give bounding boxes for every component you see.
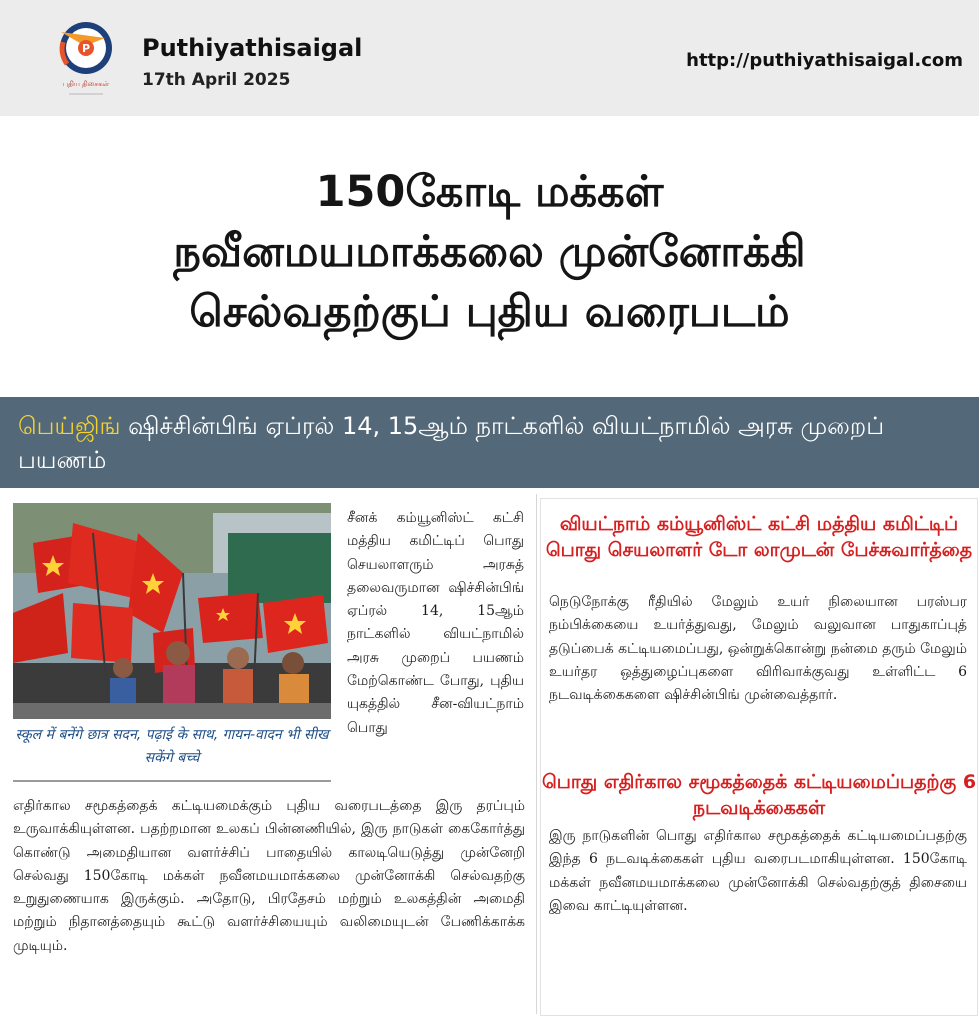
article-body: எதிர்கால சமூகத்தைக் கட்டியமைக்கும் புதிய வரைபடத்தை இரு தரப்பும் உருவாக்கியுள்ளன. பதற்றமான உலகப் பின்னணியில், இரு நாடுகள் கைகோர்த்து கொண்டு அமைதியான வளர்ச்சிப் பாதையில் காலடியெடுத்து முன்னேறி செல்வது 150கோடி மக்கள் நவீனமயமாக்கலை முன்னோக்கி செல்வதற்கு உறுதுணையாக இருக்கும். அதோடு, பிரதேசம் மற்றும் உலகத்தின் அமைதி மற்றும் நிதானத்தையும் கூட்டு வளர்ச்சியையும் வலிமையுடன் பேணிக்காக்க முடியும். xyxy=(13,798,525,954)
svg-text:புதிய திசைகள்: புதிய திசைகள் xyxy=(62,80,110,88)
headline xyxy=(0,162,979,342)
page-header xyxy=(0,0,979,116)
sidebar-text-2: இரு நாடுகளின் பொது எதிர்கால சமூகத்தைக் கட்டியமைப்பதற்கு இந்த 6 நடவடிக்கைகள் புதிய வரைபடமாகியுள்ளன. 150கோடி மக்கள் நவீனமயமாக்கலை முன்னோக்கி செல்வதற்குத் திசையை இவை காட்டியுள்ளன. xyxy=(549,828,967,914)
headline-line-3: செல்வதற்குப் புதிய வரைபடம் xyxy=(189,287,790,337)
sidebar-text-1: நெடுநோக்கு ரீதியில் மேலும் உயர் நிலையான பரஸ்பர நம்பிக்கையை உயர்த்துவது, மேலும் வலுவான பாதுகாப்புத் தடுப்பைக் கட்டியமைப்பது, ஒன்றுக்கொன்று நன்மை தரும் மேலும் உயர்தர ஒத்துழைப்புகளை விரிவாக்குவது உள்ளிட்ட 6 நடவடிக்கைகளை ஷிச்சின்பிங் முன்வைத்தார். xyxy=(549,594,967,704)
caption-divider xyxy=(13,780,331,782)
headline-line-2: நவீனமயமாக்கலை முன்னோக்கி xyxy=(173,227,806,277)
news-photo xyxy=(13,503,331,719)
svg-text:P: P xyxy=(81,42,91,55)
subtitle-bar xyxy=(0,397,979,488)
headline-line-1: 150கோடி மக்கள் xyxy=(315,167,664,217)
sidebar-box xyxy=(540,498,978,1016)
puthiyathisaigal-logo-icon xyxy=(55,20,117,100)
publish-date: 17th April 2025 xyxy=(142,70,291,90)
subtitle-highlight: பெய்ஜிங் xyxy=(18,412,121,440)
article-intro: சீனக் கம்யூனிஸ்ட் கட்சி மத்திய கமிட்டிப் பொது செயலாளரும் அரசுத் தலைவருமான ஷிச்சின்பிங் ஏப்ரல் 14, 15ஆம் நாட்களில் வியட்நாமில் அரசு முறைப் பயணம் மேற்கொண்ட போது, புதிய யுகத்தில் சீன-வியட்நாம் பொது xyxy=(347,510,524,736)
sidebar-heading-1: வியட்நாம் கம்யூனிஸ்ட் கட்சி மத்திய கமிட்டிப் பொது செயலாளர் டோ லாமுடன் பேச்சுவார்த்தை xyxy=(545,513,973,561)
brand-name: Puthiyathisaigal xyxy=(142,34,363,62)
column-divider xyxy=(536,494,537,1014)
subtitle-text: ஷிச்சின்பிங் ஏப்ரல் 14, 15ஆம் நாட்களில் வியட்நாமில் அரசு முறைப் பயணம் xyxy=(18,412,885,474)
sidebar-heading-2: பொது எதிர்கால சமூகத்தைக் கட்டியமைப்பதற்கு 6 நடவடிக்கைகள் xyxy=(541,771,977,819)
photo-caption: स्कूल में बनेंगे छात्र सदन, पढ़ाई के साथ, गायन-वादन भी सीख सकेंगे बच्चे xyxy=(15,727,329,766)
site-url[interactable]: http://puthiyathisaigal.com xyxy=(686,50,963,71)
subtitle xyxy=(18,409,963,477)
